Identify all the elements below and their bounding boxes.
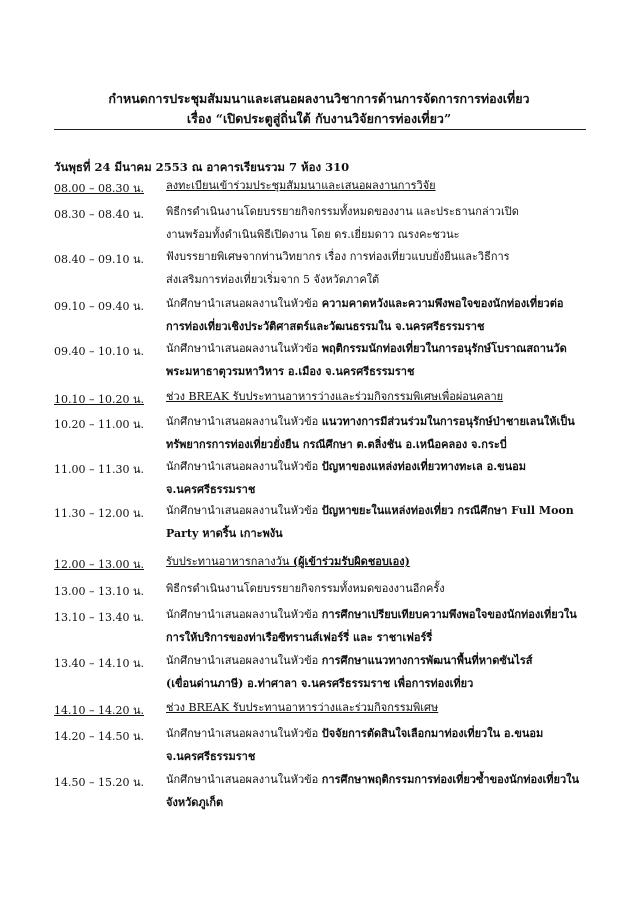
topic-text: แนวทางการมีส่วนร่วมในการอนุรักษ์ป่าชายเลนให้เป็น [321,415,575,428]
schedule-time: 09.40 – 10.10 น. [54,345,144,358]
description-line [166,360,586,383]
schedule-description [166,722,586,768]
topic-text: จังหวัดภูเก็ต [166,796,224,809]
description-text: นักศึกษานำเสนอผลงานในหัวข้อ [166,504,322,517]
description-line [166,626,586,649]
description-line [166,649,586,672]
schedule-description [166,200,586,246]
schedule-description [166,499,586,545]
description-line [166,499,586,522]
description-text: พิธีกรดำเนินงานโดยบรรยายกิจกรรมทั้งหมดของงาน และประธานกล่าวเปิด [166,205,519,218]
description-text: นักศึกษานำเสนอผลงานในหัวข้อ [166,654,322,667]
description-text: นักศึกษานำเสนอผลงานในหัวข้อ [166,297,322,310]
schedule-description [166,385,586,408]
description-line [166,603,586,626]
description-line [166,478,586,501]
description-line [166,745,586,768]
topic-text: พระมหาธาตุวรมหาวิหาร อ.เมือง จ.นครศรีธรรมราช [166,365,415,378]
description-line [166,410,586,433]
topic-text: การศึกษาเปรียบเทียบความพึงพอใจของนักท่องเที่ยวใน [321,608,577,621]
description-text: นักศึกษานำเสนอผลงานในหัวข้อ [166,608,322,621]
description-line [166,577,586,600]
description-line [166,696,586,719]
schedule-description [166,696,586,719]
description-line [166,385,586,408]
schedule-description [166,292,586,338]
description-text: งานพร้อมทั้งดำเนินพิธีเปิดงาน โดย ดร.เยี่ยมดาว ณรงคะชวนะ [166,228,460,241]
schedule-description [166,410,586,456]
schedule-time: 13.10 – 13.40 น. [54,611,144,624]
schedule-time: 08.40 – 09.10 น. [54,253,144,266]
document-subtitle: เรื่อง “เปิดประตูสู่ถิ่นใต้ กับงานวิจัยการท่องเที่ยว” [186,111,452,126]
description-text: ส่งเสริมการท่องเที่ยวเริ่มจาก 5 จังหวัดภาคใต้ [166,273,380,286]
topic-text: ทรัพยากรการท่องเที่ยวยั่งยืน กรณีศึกษา ต.ตลิ่งชัน อ.เหนือคลอง จ.กระบี่ [166,438,507,451]
topic-text: ความคาดหวังและความพึงพอใจของนักท่องเที่ยวต่อ [321,297,564,310]
schedule-time: 12.00 – 13.00 น. [54,558,144,571]
topic-text: ปัญหาของแหล่งท่องเที่ยวทางทะเล อ.ขนอม [321,460,526,473]
topic-text: พฤติกรรมนักท่องเที่ยวในการอนุรักษ์โบราณสถานวัด [321,342,567,355]
schedule-description [166,550,586,573]
description-line [166,268,586,291]
topic-text: ปัจจัยการตัดสินใจเลือกมาท่องเที่ยวใน อ.ขนอม [321,727,544,740]
topic-text: จ.นครศรีธรรมราช [166,483,256,496]
description-line [166,223,586,246]
description-line [166,672,586,695]
schedule-description [166,455,586,501]
description-text: รับประทานอาหารกลางวัน [166,555,293,568]
description-line [166,522,586,545]
schedule-time: 11.30 – 12.00 น. [54,507,144,520]
description-text: ช่วง BREAK รับประทานอาหารว่างและร่วมกิจกรรมพิเศษเพื่อผ่อนคลาย [166,390,504,403]
description-line [166,292,586,315]
schedule-time: 14.20 – 14.50 น. [54,730,144,743]
title-divider [54,129,586,130]
description-line [166,455,586,478]
schedule-description [166,577,586,600]
schedule-time: 08.00 – 08.30 น. [54,182,144,195]
description-text: ช่วง BREAK รับประทานอาหารว่างและร่วมกิจกรรมพิเศษ [166,701,439,714]
schedule-description [166,174,586,197]
topic-text: การให้บริการของท่าเรือซีทรานส์เฟอร์รี่ และ ราชาเฟอร์รี่ [166,631,433,644]
topic-text: การศึกษาพฤติกรรมการท่องเที่ยวซ้ำของนักท่องเที่ยวใน [321,773,580,786]
schedule-time: 11.00 – 11.30 น. [54,463,144,476]
schedule-time: 10.10 – 10.20 น. [54,393,144,406]
schedule-description [166,768,586,814]
description-text: นักศึกษานำเสนอผลงานในหัวข้อ [166,727,322,740]
topic-text: จ.นครศรีธรรมราช [166,750,256,763]
description-line [166,245,586,268]
description-text: นักศึกษานำเสนอผลงานในหัวข้อ [166,342,322,355]
schedule-time: 08.30 – 08.40 น. [54,208,144,221]
topic-text: การท่องเที่ยวเชิงประวัติศาสตร์และวัฒนธรรมใน จ.นครศรีธรรมราช [166,320,485,333]
schedule-time: 10.20 – 11.00 น. [54,418,144,431]
schedule-time: 13.00 – 13.10 น. [54,585,144,598]
description-text: พิธีกรดำเนินงานโดยบรรยายกิจกรรมทั้งหมดของงานอีกครั้ง [166,582,445,595]
schedule-time: 14.10 – 14.20 น. [54,704,144,717]
topic-text: (ผู้เข้าร่วมรับผิดชอบเอง) [292,555,410,568]
description-line [166,768,586,791]
schedule-time: 13.40 – 14.10 น. [54,657,144,670]
description-line [166,337,586,360]
description-line [166,174,586,197]
schedule-description [166,245,586,291]
description-line [166,722,586,745]
description-line [166,550,586,573]
topic-text: Party หาดริ้น เกาะพงัน [166,527,283,540]
date-location-line: วันพุธที่ 24 มีนาคม 2553 ณ อาคารเรียนรวม 7 ห้อง 310 [54,160,350,174]
schedule-description [166,603,586,649]
topic-text: (เขื่อนด่านภาษี) อ.ท่าศาลา จ.นครศรีธรรมราช เพื่อการท่องเที่ยว [166,677,474,690]
schedule-description [166,649,586,695]
description-text: นักศึกษานำเสนอผลงานในหัวข้อ [166,415,322,428]
description-line [166,200,586,223]
schedule-time: 09.10 – 09.40 น. [54,300,144,313]
description-line [166,791,586,814]
document-title: กำหนดการประชุมสัมมนาและเสนอผลงานวิชาการด้านการจัดการการท่องเที่ยว [108,91,530,106]
schedule-description [166,337,586,383]
description-text: นักศึกษานำเสนอผลงานในหัวข้อ [166,773,322,786]
description-line [166,315,586,338]
schedule-time: 14.50 – 15.20 น. [54,776,144,789]
topic-text: การศึกษาแนวทางการพัฒนาพื้นที่หาดซันไรส์ [321,654,533,667]
description-text: นักศึกษานำเสนอผลงานในหัวข้อ [166,460,322,473]
description-line [166,433,586,456]
topic-text: ปัญหาขยะในแหล่งท่องเที่ยว กรณีศึกษา Full Moon [321,504,574,517]
description-text: ลงทะเบียนเข้าร่วมประชุมสัมมนาและเสนอผลงานการวิจัย [166,179,436,192]
description-text: ฟังบรรยายพิเศษจากท่านวิทยากร เรื่อง การท่องเที่ยวแบบยั่งยืนและวิธีการ [166,250,510,263]
